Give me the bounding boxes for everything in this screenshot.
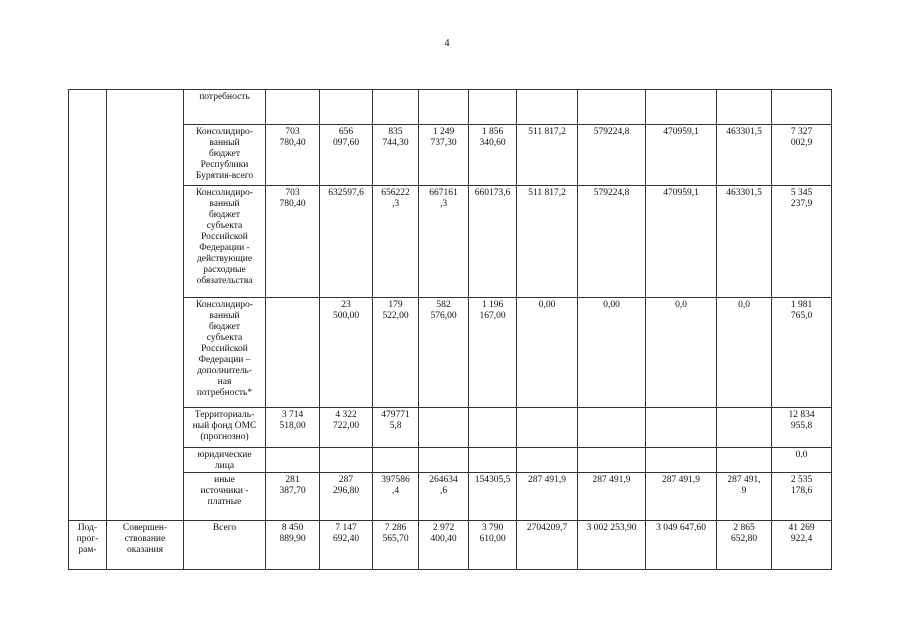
- table-row: [69, 408, 832, 448]
- value-cell: 3 790 610,00: [469, 521, 517, 570]
- table-row: [69, 90, 832, 125]
- value-cell: 0,00: [578, 298, 646, 408]
- value-cell: [578, 90, 646, 125]
- value-cell: 656222 ,3: [373, 186, 419, 298]
- value-cell: 154305,5: [469, 473, 517, 521]
- value-cell: 0,0: [646, 298, 717, 408]
- value-cell: 7 147 692,40: [320, 521, 373, 570]
- value-cell: [266, 298, 320, 408]
- value-cell: [320, 90, 373, 125]
- value-cell: [373, 448, 419, 473]
- value-cell: 470959,1: [646, 186, 717, 298]
- value-cell: [517, 448, 578, 473]
- value-cell: [646, 90, 717, 125]
- value-cell: [266, 90, 320, 125]
- value-cell: 264634 ,6: [419, 473, 469, 521]
- funding-source-cell: юридические лица: [184, 448, 266, 473]
- table-row: [69, 125, 832, 186]
- value-cell: [578, 408, 646, 448]
- value-cell: [717, 448, 772, 473]
- table-row: [69, 186, 832, 298]
- value-cell: 3 002 253,90: [578, 521, 646, 570]
- value-cell: 1 196 167,00: [469, 298, 517, 408]
- value-cell: [469, 448, 517, 473]
- value-cell: 0,0: [717, 298, 772, 408]
- value-cell: 579224,8: [578, 186, 646, 298]
- value-cell: 656 097,60: [320, 125, 373, 186]
- total-cell: 2 535 178,6: [772, 473, 832, 521]
- funding-source-cell: Консолидиро- ванный бюджет субъекта Российской Федерации – дополнитель- ная потребность*: [184, 298, 266, 408]
- value-cell: 1 249 737,30: [419, 125, 469, 186]
- value-cell: 632597,6: [320, 186, 373, 298]
- funding-source-cell: иные источники - платные: [184, 473, 266, 521]
- value-cell: 470959,1: [646, 125, 717, 186]
- value-cell: [469, 408, 517, 448]
- value-cell: 463301,5: [717, 125, 772, 186]
- funding-source-cell: Консолидиро- ванный бюджет субъекта Российской Федерации - действующие расходные обязательства: [184, 186, 266, 298]
- value-cell: 23 500,00: [320, 298, 373, 408]
- value-cell: 2 972 400,40: [419, 521, 469, 570]
- budget-table: [68, 89, 832, 570]
- table-row: [69, 473, 832, 521]
- total-cell: 7 327 002,9: [772, 125, 832, 186]
- value-cell: 660173,6: [469, 186, 517, 298]
- program-name-cell: [107, 90, 184, 521]
- value-cell: 8 450 889,90: [266, 521, 320, 570]
- total-cell: 12 834 955,8: [772, 408, 832, 448]
- value-cell: [419, 408, 469, 448]
- value-cell: [717, 408, 772, 448]
- page-number: 4: [444, 38, 450, 49]
- value-cell: [517, 90, 578, 125]
- value-cell: [469, 90, 517, 125]
- status-cell: Под- прог- рам-: [69, 521, 107, 570]
- total-cell: 0.0: [772, 448, 832, 473]
- value-cell: 2704209,7: [517, 521, 578, 570]
- total-cell: 5 345 237,9: [772, 186, 832, 298]
- value-cell: 287 491, 9: [717, 473, 772, 521]
- value-cell: 1 856 340,60: [469, 125, 517, 186]
- table-row: [69, 298, 832, 408]
- value-cell: 2 865 652,80: [717, 521, 772, 570]
- total-cell: 41 269 922,4: [772, 521, 832, 570]
- program-name-cell: Совершен- ствование оказания: [107, 521, 184, 570]
- value-cell: 579224,8: [578, 125, 646, 186]
- value-cell: [419, 90, 469, 125]
- value-cell: [419, 448, 469, 473]
- funding-source-cell: потребность: [184, 90, 266, 125]
- value-cell: 287 491,9: [578, 473, 646, 521]
- value-cell: 511 817,2: [517, 186, 578, 298]
- value-cell: 287 491,9: [646, 473, 717, 521]
- value-cell: 287 491,9: [517, 473, 578, 521]
- value-cell: 703 780,40: [266, 125, 320, 186]
- value-cell: 667161 ,3: [419, 186, 469, 298]
- value-cell: 4 322 722,00: [320, 408, 373, 448]
- funding-source-cell: Всего: [184, 521, 266, 570]
- value-cell: 3 714 518,00: [266, 408, 320, 448]
- value-cell: 7 286 565,70: [373, 521, 419, 570]
- value-cell: 835 744,30: [373, 125, 419, 186]
- funding-source-cell: Территориаль- ный фонд ОМС (прогнозно): [184, 408, 266, 448]
- value-cell: [373, 90, 419, 125]
- table-row: [69, 521, 832, 570]
- value-cell: 287 296,80: [320, 473, 373, 521]
- value-cell: 582 576,00: [419, 298, 469, 408]
- funding-source-cell: Консолидиро- ванный бюджет Республики Бурятия-всего: [184, 125, 266, 186]
- value-cell: [266, 448, 320, 473]
- value-cell: 281 387,70: [266, 473, 320, 521]
- value-cell: 0,00: [517, 298, 578, 408]
- value-cell: 703 780,40: [266, 186, 320, 298]
- value-cell: 463301,5: [717, 186, 772, 298]
- total-cell: [772, 90, 832, 125]
- value-cell: [646, 448, 717, 473]
- value-cell: 511 817,2: [517, 125, 578, 186]
- table-row: [69, 448, 832, 473]
- value-cell: 479771 5,8: [373, 408, 419, 448]
- value-cell: [578, 448, 646, 473]
- value-cell: 397586 ,4: [373, 473, 419, 521]
- value-cell: [320, 448, 373, 473]
- value-cell: [646, 408, 717, 448]
- value-cell: [517, 408, 578, 448]
- total-cell: 1 981 765,0: [772, 298, 832, 408]
- value-cell: 179 522,00: [373, 298, 419, 408]
- value-cell: [717, 90, 772, 125]
- value-cell: 3 049 647,60: [646, 521, 717, 570]
- status-cell: [69, 90, 107, 521]
